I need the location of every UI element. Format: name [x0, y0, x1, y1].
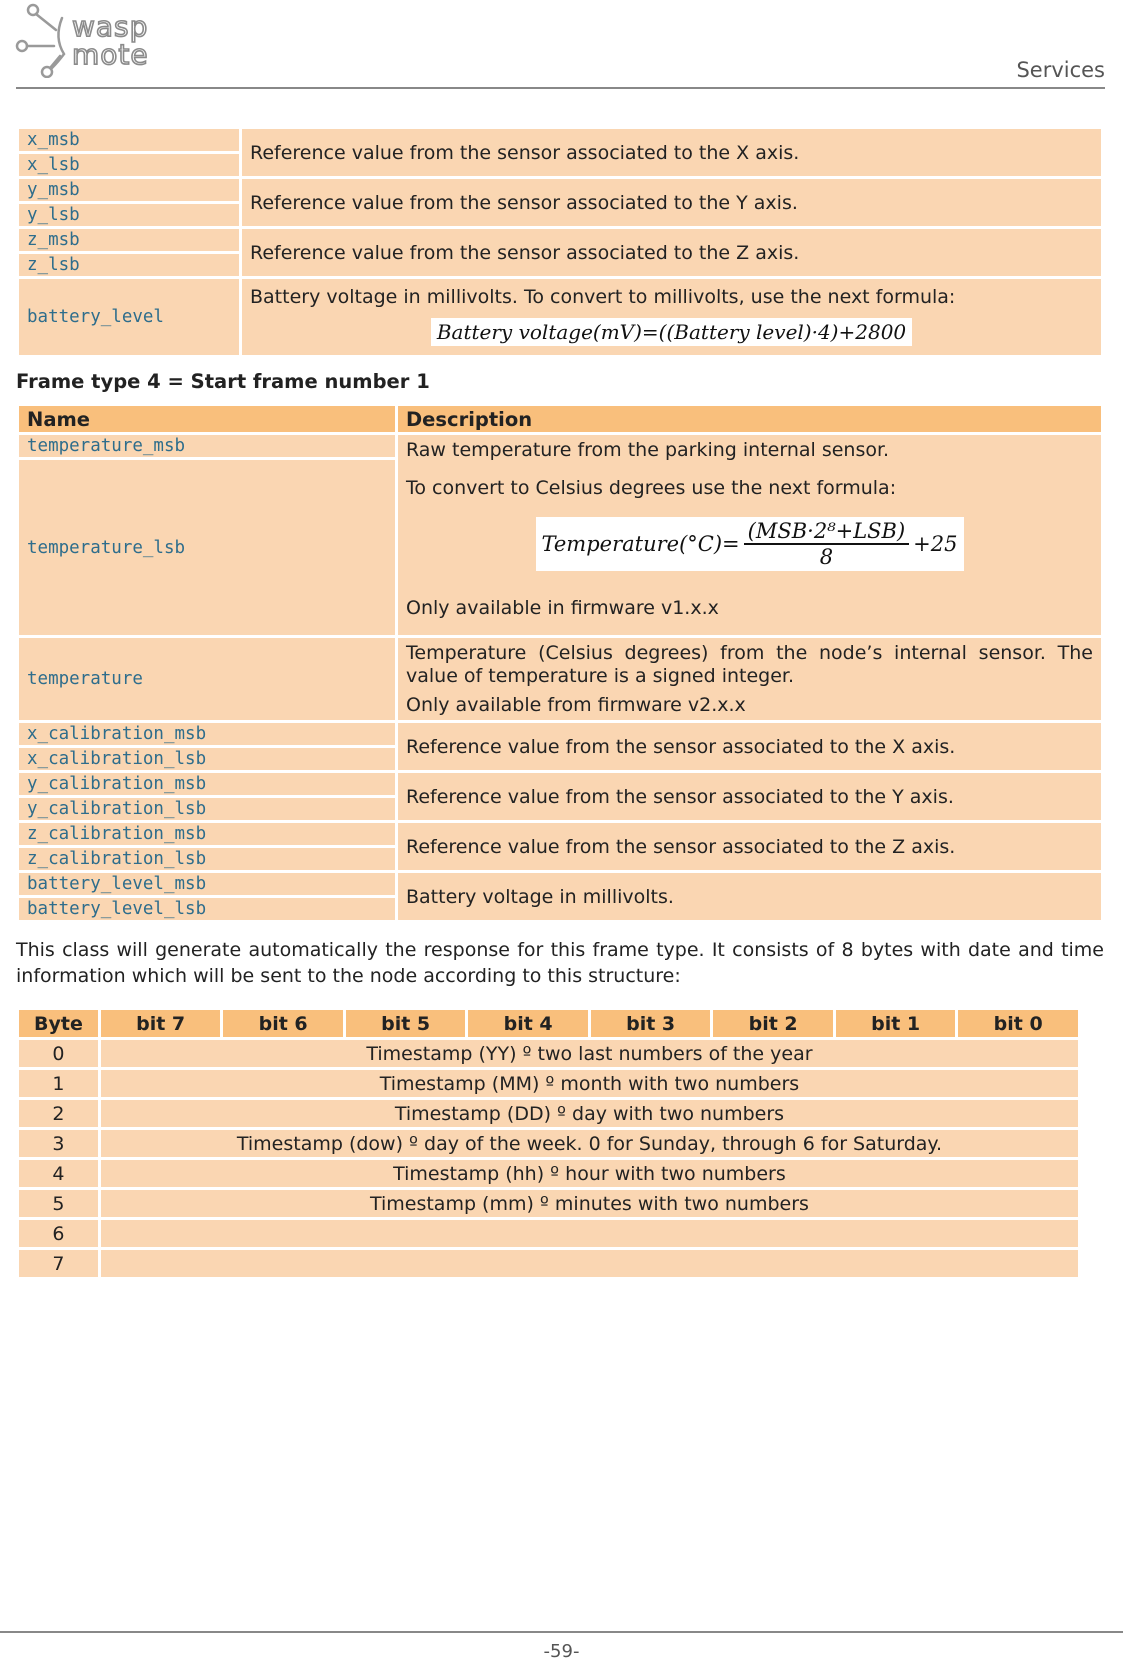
byte-index: 5: [18, 1189, 100, 1219]
page-content: [16, 126, 1104, 1280]
formula-left: Temperature(°C)=: [541, 532, 740, 556]
byte-content: [99, 1249, 1079, 1279]
column-header: bit 5: [344, 1009, 467, 1039]
table-row: [18, 278, 1103, 357]
field-description: Reference value from the sensor associated to the Z axis.: [397, 822, 1103, 872]
column-header: bit 0: [957, 1009, 1080, 1039]
field-name: z_calibration_lsb: [18, 847, 397, 872]
table-row: [18, 1039, 1080, 1069]
byte-index: 3: [18, 1129, 100, 1159]
column-header: bit 4: [467, 1009, 590, 1039]
table-row: [18, 822, 1103, 847]
table-row: [18, 872, 1103, 897]
frame-type-title: Frame type 4 = Start frame number 1: [16, 370, 430, 393]
byte-content: Timestamp (YY) º two last numbers of the year: [99, 1039, 1079, 1069]
table-row: [18, 722, 1103, 747]
field-description: Reference value from the sensor associated to the Y axis.: [397, 772, 1103, 822]
field-name: x_calibration_msb: [18, 722, 397, 747]
column-header: bit 1: [834, 1009, 957, 1039]
table-row: [18, 1159, 1080, 1189]
byte-index: 0: [18, 1039, 100, 1069]
byte-content: Timestamp (DD) º day with two numbers: [99, 1099, 1079, 1129]
temperature-formula: [536, 517, 964, 571]
field-name: x_calibration_lsb: [18, 747, 397, 772]
field-description: Reference value from the sensor associated to the X axis.: [397, 722, 1103, 772]
frame3-field-table: [16, 126, 1104, 358]
table-row: [18, 228, 1103, 253]
field-description: Reference value from the sensor associated to the Z axis.: [241, 228, 1103, 278]
temperature-description-line: Raw temperature from the parking internal sensor.: [406, 439, 890, 461]
header-divider: [16, 87, 1105, 89]
table-row: [18, 1069, 1080, 1099]
column-header-description: Description: [397, 405, 1103, 434]
battery-formula: Battery voltage(mV)=((Battery level)·4)+2800: [431, 318, 912, 346]
waspmote-logo: [14, 2, 184, 78]
table-header-row: [18, 1009, 1080, 1039]
byte-content: Timestamp (dow) º day of the week. 0 for Sunday, through 6 for Saturday.: [99, 1129, 1079, 1159]
table-row: [18, 1189, 1080, 1219]
page-header: [0, 0, 1123, 90]
byte-index: 6: [18, 1219, 100, 1249]
field-description: Reference value from the sensor associated to the Y axis.: [241, 178, 1103, 228]
table-row: [18, 1219, 1080, 1249]
temperature-description-line: Only available in firmware v1.x.x: [406, 597, 719, 619]
byte-content: Timestamp (hh) º hour with two numbers: [99, 1159, 1079, 1189]
table-header-row: [18, 405, 1103, 434]
formula-right: +25: [913, 532, 958, 556]
byte-index: 4: [18, 1159, 100, 1189]
field-description: [397, 434, 1103, 637]
column-header-name: Name: [18, 405, 397, 434]
svg-text:wasp: wasp: [72, 10, 149, 43]
field-name: battery_level_lsb: [18, 897, 397, 922]
formula-numerator: (MSB·2⁸+LSB): [744, 519, 910, 545]
column-header: bit 3: [589, 1009, 712, 1039]
field-name: y_calibration_lsb: [18, 797, 397, 822]
formula-denominator: 8: [819, 545, 834, 569]
column-header: bit 6: [222, 1009, 345, 1039]
table-row: [18, 1249, 1080, 1279]
byte-content: Timestamp (MM) º month with two numbers: [99, 1069, 1079, 1099]
footer-divider: [0, 1631, 1123, 1633]
field-name: temperature: [18, 637, 397, 722]
field-name: y_calibration_msb: [18, 772, 397, 797]
temperature-description-line: Temperature (Celsius degrees) from the node’s internal sensor. The value of temperature is a signed integer.: [406, 641, 1093, 687]
byte-structure-table: [16, 1007, 1081, 1280]
table-row: [18, 128, 1103, 153]
battery-description: Battery voltage in millivolts. To convert to millivolts, use the next formula:: [250, 286, 956, 308]
byte-index: 1: [18, 1069, 100, 1099]
column-header: Byte: [18, 1009, 100, 1039]
svg-text:mote: mote: [72, 38, 149, 71]
field-name: x_msb: [18, 128, 241, 153]
column-header: bit 2: [712, 1009, 835, 1039]
field-name: temperature_msb: [18, 434, 397, 459]
field-name: z_msb: [18, 228, 241, 253]
column-header: bit 7: [99, 1009, 222, 1039]
structure-paragraph: This class will generate automatically the response for this frame type. It consists of 8 bytes with date and time information which will be sent to the node according to this structure:: [16, 939, 1104, 987]
table-row: [18, 772, 1103, 797]
field-name: y_msb: [18, 178, 241, 203]
table-row: [18, 434, 1103, 459]
table-row: [18, 178, 1103, 203]
table-row: [18, 1099, 1080, 1129]
temperature-description-line: To convert to Celsius degrees use the next formula:: [406, 477, 897, 499]
field-name: battery_level_msb: [18, 872, 397, 897]
byte-content: Timestamp (mm) º minutes with two numbers: [99, 1189, 1079, 1219]
field-description: [241, 278, 1103, 357]
table-row: [18, 1129, 1080, 1159]
field-name: z_lsb: [18, 253, 241, 278]
field-name: battery_level: [18, 278, 241, 357]
field-name: y_lsb: [18, 203, 241, 228]
temperature-description-line: Only available from firmware v2.x.x: [406, 693, 746, 716]
field-name: temperature_lsb: [18, 459, 397, 637]
section-title: Services: [1016, 58, 1105, 82]
field-description: Battery voltage in millivolts.: [397, 872, 1103, 922]
byte-index: 2: [18, 1099, 100, 1129]
field-name: z_calibration_msb: [18, 822, 397, 847]
field-description: [397, 637, 1103, 722]
field-name: x_lsb: [18, 153, 241, 178]
page-number: -59-: [543, 1641, 580, 1662]
byte-content: [99, 1219, 1079, 1249]
field-description: Reference value from the sensor associated to the X axis.: [241, 128, 1103, 178]
byte-index: 7: [18, 1249, 100, 1279]
table-row: [18, 637, 1103, 722]
frame4-field-table: [16, 403, 1104, 923]
